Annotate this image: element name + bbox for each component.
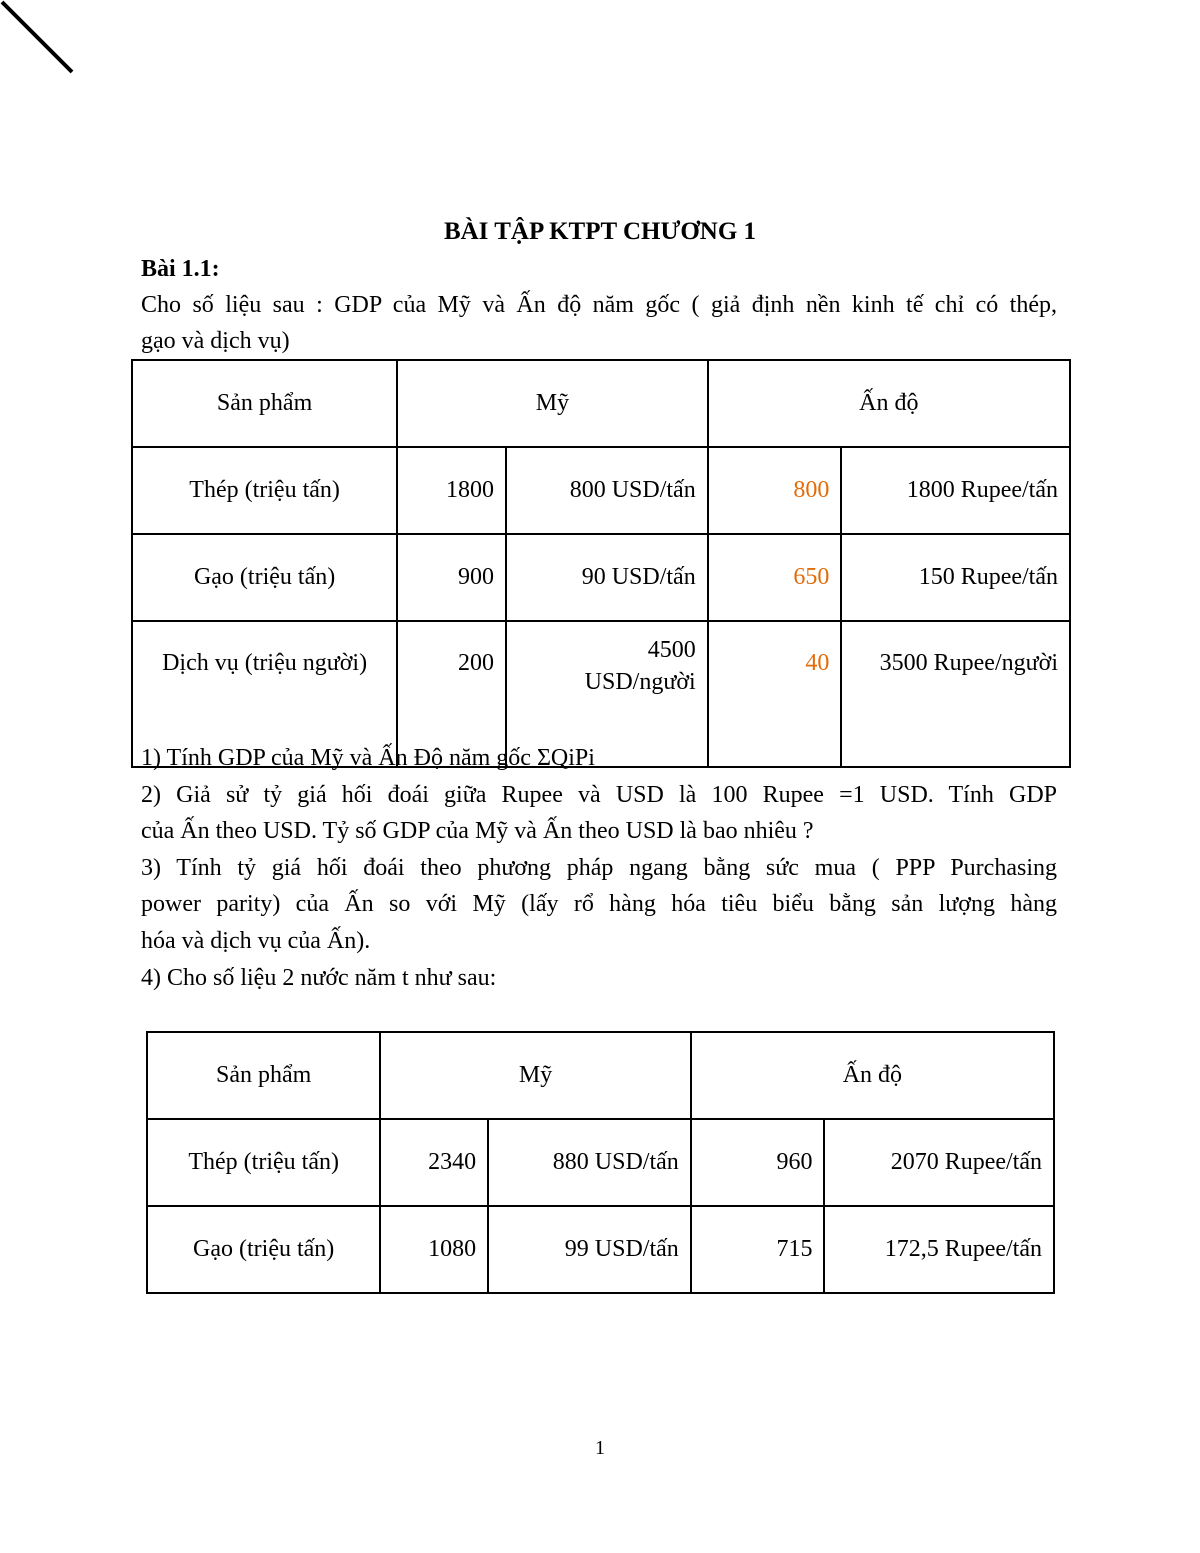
base-year-table	[131, 359, 1071, 768]
table-row	[147, 1206, 1054, 1293]
page-number: 1	[595, 1437, 605, 1459]
intro-paragraph	[141, 287, 1057, 359]
us-price-cell: 880 USD/tấn	[488, 1119, 691, 1206]
document-title: BÀI TẬP KTPT CHƯƠNG 1	[443, 218, 757, 245]
header-india: Ấn độ	[708, 360, 1070, 447]
question-2-line: 2) Giả sử tỷ giá hối đoái giữa Rupee và USD là 100 Rupee =1 USD. Tính GDP	[141, 781, 1057, 808]
us-price-cell: 90 USD/tấn	[506, 534, 708, 621]
us-price-cell: 99 USD/tấn	[488, 1206, 691, 1293]
header-us: Mỹ	[380, 1032, 690, 1119]
header-product: Sản phẩm	[132, 360, 397, 447]
india-price-cell: 150 Rupee/tấn	[841, 534, 1070, 621]
india-price-cell: 172,5 Rupee/tấn	[824, 1206, 1054, 1293]
india-price-cell: 2070 Rupee/tấn	[824, 1119, 1054, 1206]
us-quantity-cell: 1800	[397, 447, 506, 534]
product-cell: Dịch vụ (triệu người)	[132, 621, 397, 767]
header-india: Ấn độ	[691, 1032, 1054, 1119]
product-cell: Gạo (triệu tấn)	[132, 534, 397, 621]
question-3-line: 3) Tính tỷ giá hối đoái theo phương pháp ngang bằng sức mua ( PPP Purchasing	[141, 854, 1057, 881]
us-price-line: USD/người	[584, 669, 696, 695]
product-cell: Thép (triệu tấn)	[147, 1119, 380, 1206]
us-quantity-cell: 900	[397, 534, 506, 621]
table-row	[132, 534, 1070, 621]
india-quantity-cell: 650	[708, 534, 842, 621]
question-1: 1) Tính GDP của Mỹ và Ấn Độ năm gốc ΣQiPi	[141, 745, 595, 771]
us-quantity-cell: 200	[397, 621, 506, 767]
india-quantity-cell: 40	[708, 621, 842, 767]
question-3-line: hóa và dịch vụ của Ấn).	[141, 927, 371, 954]
us-price-line: 4500	[647, 637, 696, 663]
table-header-row	[147, 1032, 1054, 1119]
questions-block	[141, 740, 1057, 996]
exercise-heading: Bài 1.1:	[141, 256, 220, 282]
year-t-table	[146, 1031, 1055, 1294]
header-product: Sản phẩm	[147, 1032, 380, 1119]
us-quantity-cell: 1080	[380, 1206, 488, 1293]
question-3-line: power parity) của Ấn so với Mỹ (lấy rổ hàng hóa tiêu biểu bằng sản lượng hàng	[141, 891, 1057, 918]
us-quantity-cell: 2340	[380, 1119, 488, 1206]
india-quantity-cell: 715	[691, 1206, 825, 1293]
intro-line: gạo và dịch vụ)	[141, 328, 290, 354]
us-price-cell: 800 USD/tấn	[506, 447, 708, 534]
intro-line: Cho số liệu sau : GDP của Mỹ và Ấn độ năm gốc ( giả định nền kinh tế chỉ có thép,	[141, 292, 1057, 318]
table-row	[147, 1119, 1054, 1206]
table-header-row	[132, 360, 1070, 447]
product-cell: Thép (triệu tấn)	[132, 447, 397, 534]
product-cell: Gạo (triệu tấn)	[147, 1206, 380, 1293]
india-price-cell: 3500 Rupee/người	[841, 621, 1070, 767]
india-quantity-cell: 800	[708, 447, 842, 534]
header-us: Mỹ	[397, 360, 708, 447]
table-row	[132, 447, 1070, 534]
question-2-line: của Ấn theo USD. Tỷ số GDP của Mỹ và Ấn theo USD là bao nhiêu ?	[141, 818, 814, 845]
india-quantity-cell: 960	[691, 1119, 825, 1206]
corner-diagonal-mark	[0, 0, 80, 80]
india-price-cell: 1800 Rupee/tấn	[841, 447, 1070, 534]
question-4: 4) Cho số liệu 2 nước năm t như sau:	[141, 964, 497, 991]
